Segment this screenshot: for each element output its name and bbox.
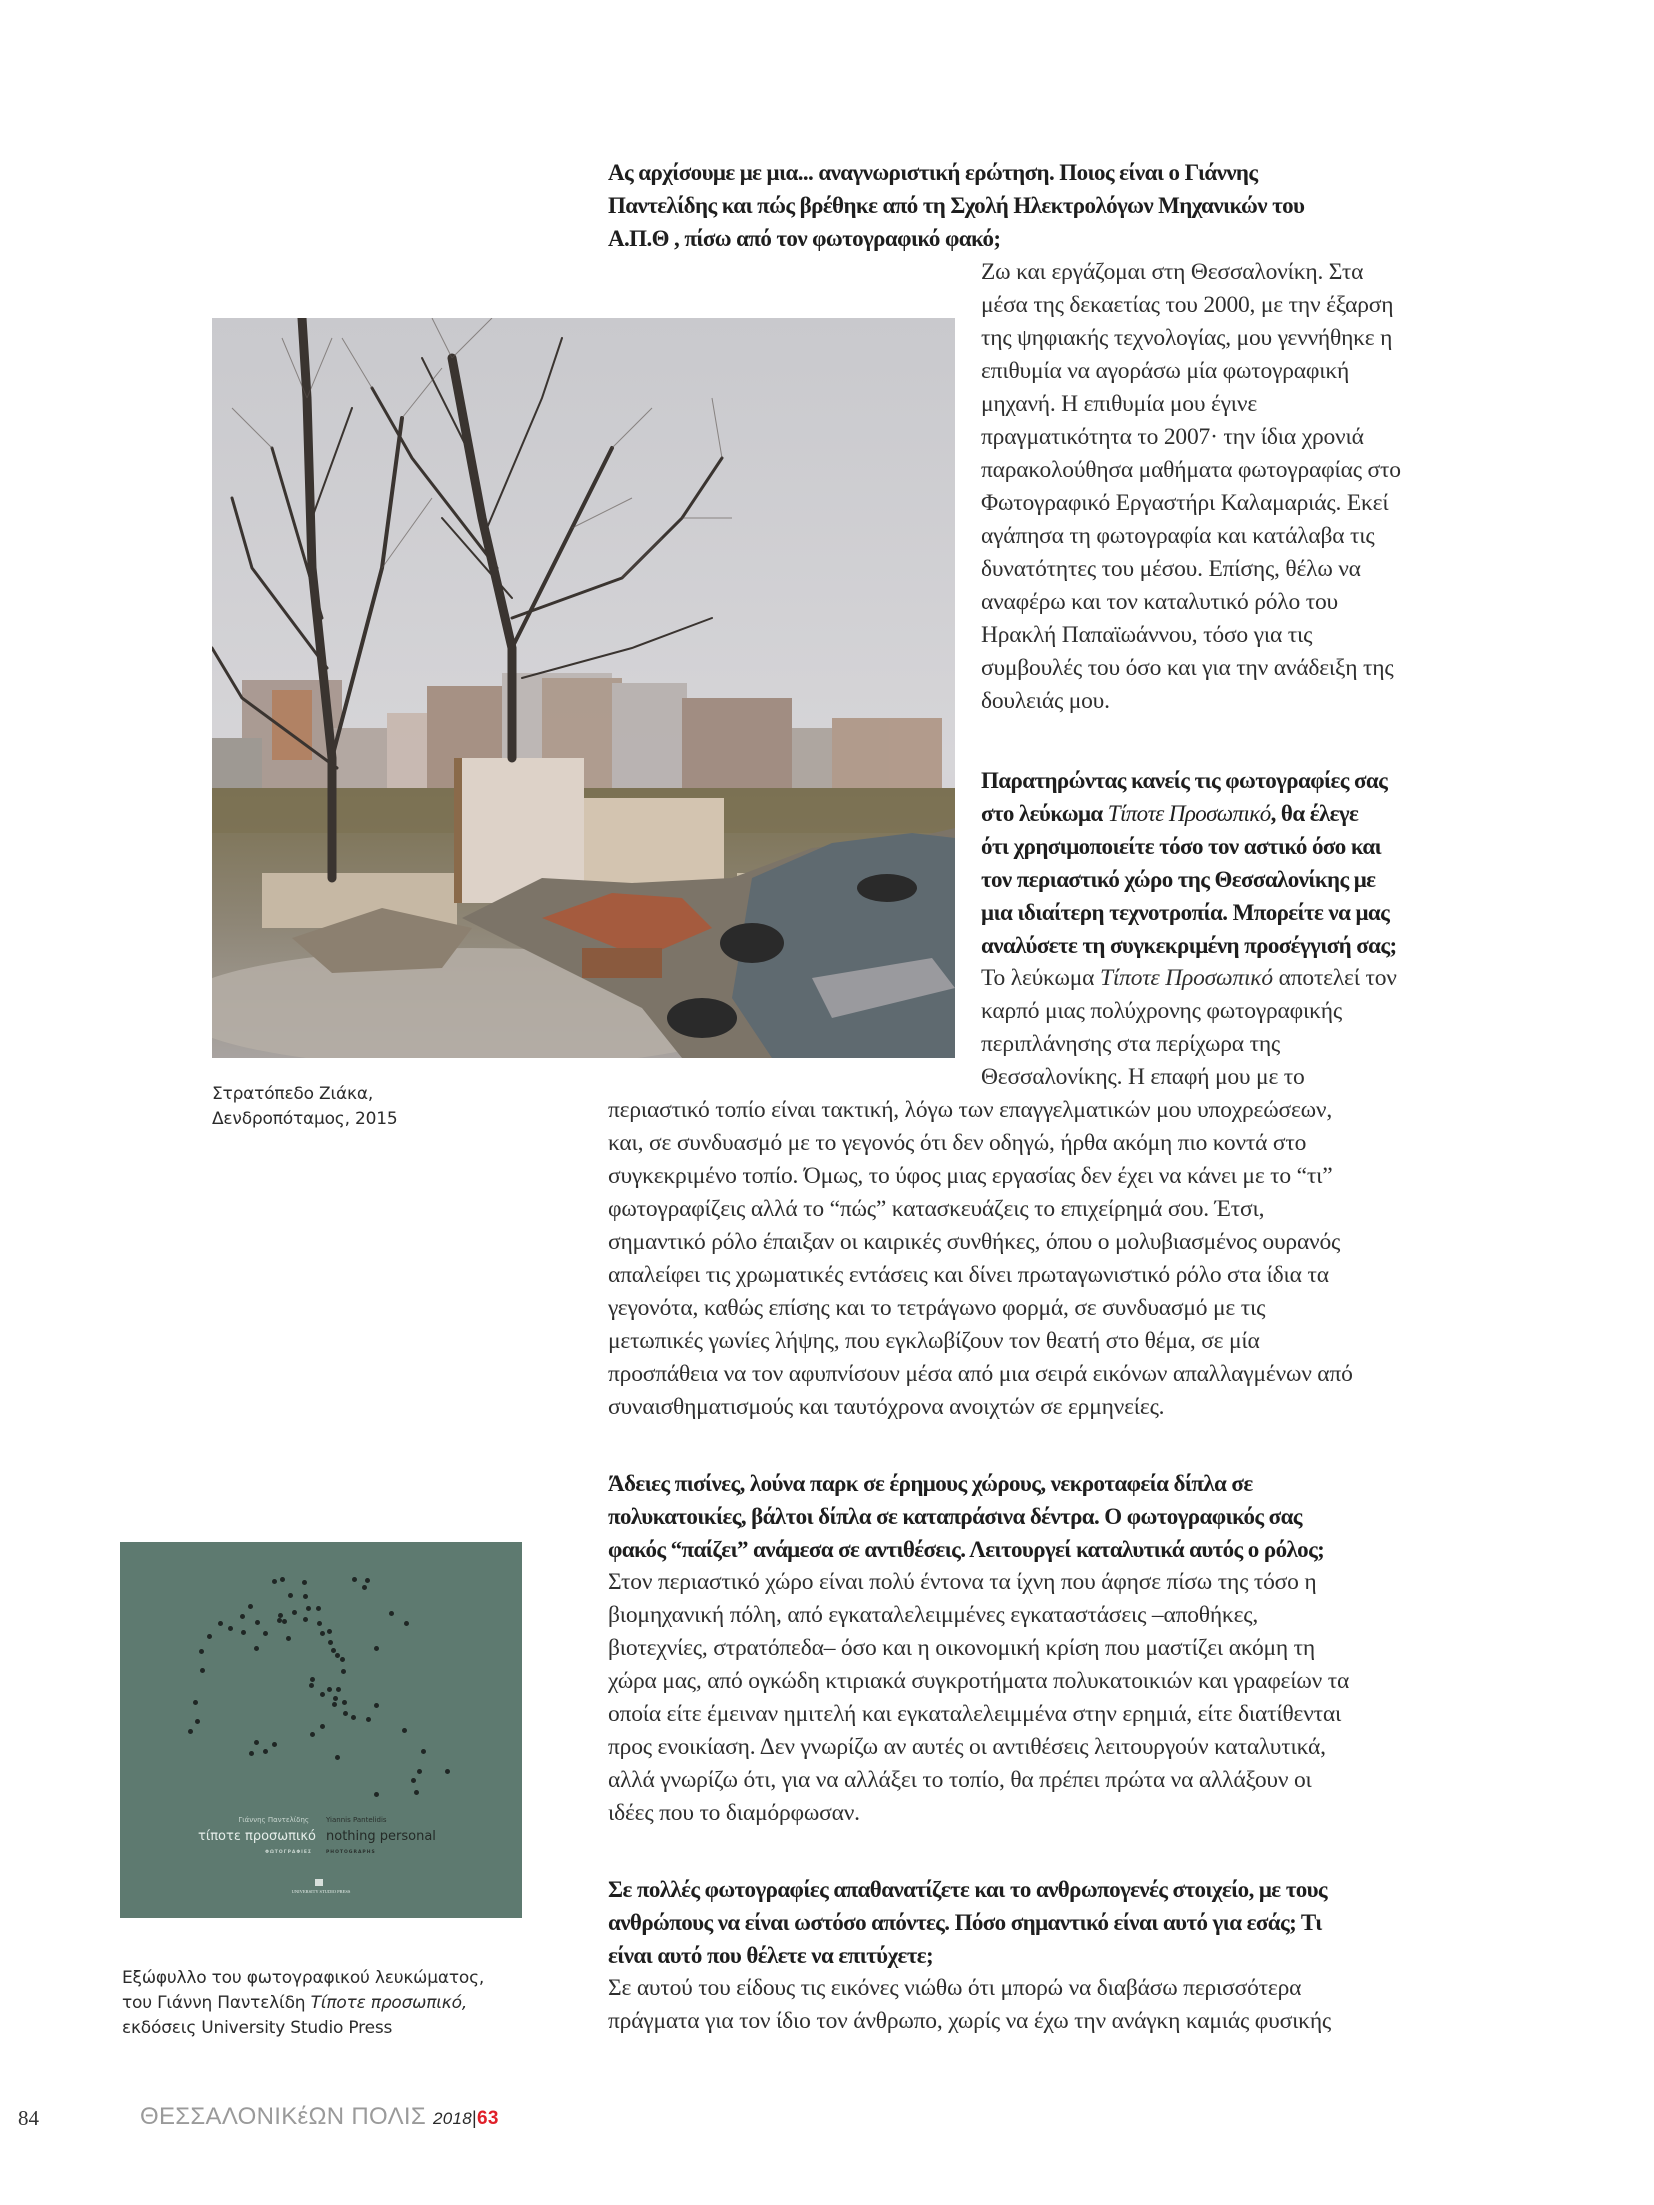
cover-dot bbox=[320, 1724, 325, 1729]
answer-1-line: δουλειάς μου. bbox=[981, 688, 1110, 714]
answer-2-line: γεγονότα, καθώς επίσης και το τετράγωνο φορμά, σε συνδυασμό με τις bbox=[608, 1295, 1266, 1321]
cover-dot bbox=[303, 1594, 308, 1599]
cover-dot bbox=[445, 1769, 450, 1774]
answer-1-line: της ψηφιακής τεχνολογίας, μου γεννήθηκε η bbox=[981, 325, 1393, 351]
cover-dot bbox=[316, 1606, 321, 1611]
cover-dot bbox=[254, 1646, 259, 1651]
answer-1-line: παρακολούθησα μαθήματα φωτογραφίας στο bbox=[981, 457, 1401, 483]
question-2-line: ότι χρησιμοποιείτε τόσο τον αστικό όσο και bbox=[981, 834, 1382, 859]
cover-dot bbox=[200, 1668, 205, 1673]
cover-dot bbox=[249, 1751, 254, 1756]
page-number: 84 bbox=[18, 2106, 39, 2130]
cover-dot bbox=[302, 1580, 307, 1585]
magazine-title: ΘΕΣΣΑΛΟΝΙΚέΩΝ ΠΟΛΙΣ bbox=[140, 2103, 427, 2130]
cover-dot bbox=[248, 1604, 253, 1609]
cover-dot bbox=[328, 1640, 333, 1645]
cover-dot bbox=[241, 1630, 246, 1635]
cover-dot bbox=[320, 1631, 325, 1636]
cover-dot bbox=[263, 1749, 268, 1754]
cover-dot bbox=[362, 1585, 367, 1590]
answer-3-line: βιοτεχνίες, στρατόπεδα– όσο και η οικονομική κρίση που μαστίζει ακόμη τη bbox=[608, 1635, 1316, 1661]
photo-illustration bbox=[212, 318, 955, 1058]
answer-2-line: προσπάθεια να τον αφυπνίσουν μέσα από μια σειρά εικόνων απαλλαγμένων από bbox=[608, 1361, 1353, 1387]
cover-dot bbox=[199, 1649, 204, 1654]
answer-3-line: οποία είτε έμειναν ημιτελή και εγκαταλελειμμένα στην ερημιά, είτε διατίθενται bbox=[608, 1701, 1342, 1727]
answer-2-line: και, σε συνδυασμό με το γεγονός ότι δεν οδηγώ, ήρθα ακόμη πιο κοντά στο bbox=[608, 1130, 1307, 1156]
cover-dot bbox=[254, 1740, 259, 1745]
cover-dot bbox=[272, 1579, 277, 1584]
cover-dot bbox=[255, 1620, 260, 1625]
answer-4-line: πράγματα για τον ίδιο τον άνθρωπο, χωρίς να έχω την ανάγκη καμιάς φυσικής bbox=[608, 2008, 1332, 2034]
cover-dot bbox=[228, 1626, 233, 1631]
issue-number: 63 bbox=[477, 2108, 499, 2129]
answer-2-line: περιαστικό τοπίο είναι τακτική, λόγω των επαγγελματικών μου υποχρεώσεων, bbox=[608, 1097, 1333, 1123]
cover-dot bbox=[193, 1700, 198, 1705]
answer-3-line: ιδέες που το διαμόρφωσαν. bbox=[608, 1800, 860, 1826]
question-3-line: Άδειες πισίνες, λούνα παρκ σε έρημους χώρους, νεκροταφεία δίπλα σε bbox=[608, 1471, 1253, 1496]
cover-caption-line bbox=[122, 1991, 484, 2016]
cover-title-greek: τίποτε προσωπικό bbox=[198, 1829, 316, 1844]
text: , θα έλεγε bbox=[1270, 801, 1359, 826]
issue-year: 2018 bbox=[432, 2109, 473, 2128]
answer-2-line: συγκεκριμένο τοπίο. Όμως, το ύφος μιας εργασίας δεν έχει να κάνει με το “τι” bbox=[608, 1163, 1333, 1189]
cover-publisher: UNIVERSITY STUDIO PRESS bbox=[291, 1889, 351, 1894]
cover-dot bbox=[340, 1657, 345, 1662]
answer-3-line: Στον περιαστικό χώρο είναι πολύ έντονα τα ίχνη που άφησε πίσω της τόσο η bbox=[608, 1569, 1317, 1595]
photo-caption-line: Στρατόπεδο Ζιάκα, bbox=[212, 1084, 374, 1104]
cover-dot bbox=[343, 1711, 348, 1716]
answer-2-line: σημαντικό ρόλο έπαιξαν οι καιρικές συνθήκες, όπου ο μολυβιασμένος ουρανός bbox=[608, 1229, 1341, 1255]
cover-dot bbox=[286, 1636, 291, 1641]
answer-1-line: συμβουλές του όσο και για την ανάδειξη της bbox=[981, 655, 1394, 681]
cover-dot bbox=[310, 1677, 315, 1682]
question-3-line: πολυκατοικίες, βάλτοι δίπλα σε καταπράσινα δέντρα. Ο φωτογραφικός σας bbox=[608, 1504, 1302, 1529]
answer-1-line: Ηρακλή Παπαϊωάννου, τόσο για τις bbox=[981, 622, 1313, 648]
album-title: Τίποτε προσωπικό, bbox=[310, 1993, 468, 2013]
answer-3-line: βιομηχανική πόλη, από εγκαταλελειμμένες εγκαταστάσεις –αποθήκες, bbox=[608, 1602, 1259, 1628]
cover-dot bbox=[331, 1648, 336, 1653]
cover-dot bbox=[335, 1653, 340, 1658]
text: του Γιάννη Παντελίδη bbox=[122, 1993, 311, 2013]
album-title: Τίποτε Προσωπικό bbox=[1099, 965, 1273, 991]
cover-dot bbox=[303, 1617, 308, 1622]
answer-4-line: Σε αυτού του είδους τις εικόνες νιώθω ότι μπορώ να διαβάσω περισσότερα bbox=[608, 1975, 1302, 2001]
cover-dot bbox=[288, 1593, 293, 1598]
text: στο λεύκωμα bbox=[981, 801, 1108, 826]
question-2-line bbox=[981, 797, 1358, 830]
answer-3-line: αλλά γνωρίζω ότι, για να αλλάξει το τοπίο, θα πρέπει πρώτα να αλλάξουν οι bbox=[608, 1767, 1312, 1793]
cover-subtitle-english: PHOTOGRAPHS bbox=[326, 1850, 376, 1855]
answer-2-line: Θεσσαλονίκης. Η επαφή μου με το bbox=[981, 1064, 1305, 1090]
cover-dot bbox=[292, 1610, 297, 1615]
cover-dot bbox=[335, 1755, 340, 1760]
answer-2-line: μετωπικές γωνίες λήψης, που εγκλωβίζουν τον θεατή στο θέμα, σε μία bbox=[608, 1328, 1260, 1354]
photo-caption bbox=[212, 1082, 397, 1132]
cover-subtitle-greek: ΦΩΤΟΓΡΑΦΙΕΣ bbox=[265, 1850, 312, 1855]
cover-dot bbox=[352, 1577, 357, 1582]
cover-dot bbox=[195, 1719, 200, 1724]
cover-title-english: nothing personal bbox=[326, 1829, 436, 1844]
photo-caption-line: Δενδροπόταμος, 2015 bbox=[212, 1109, 398, 1129]
cover-dot bbox=[188, 1729, 193, 1734]
cover-dot bbox=[272, 1742, 277, 1747]
cover-dot bbox=[404, 1621, 409, 1626]
photograph-ziaka-camp bbox=[212, 318, 955, 1058]
cover-dot bbox=[374, 1792, 379, 1797]
cover-dot bbox=[218, 1621, 223, 1626]
cover-dot bbox=[207, 1634, 212, 1639]
cover-dot bbox=[333, 1696, 338, 1701]
answer-1-line: μέσα της δεκαετίας του 2000, με την έξαρση bbox=[981, 292, 1394, 318]
cover-dot bbox=[263, 1631, 268, 1636]
answer-1-line: επιθυμία να αγοράσω μία φωτογραφική bbox=[981, 358, 1350, 384]
question-2-line: αναλύσετε τη συγκεκριμένη προσέγγισή σας; bbox=[981, 933, 1397, 958]
cover-dot bbox=[421, 1749, 426, 1754]
answer-1-line: μηχανή. Η επιθυμία μου έγινε bbox=[981, 391, 1258, 417]
cover-dot bbox=[411, 1778, 416, 1783]
cover-dot bbox=[306, 1606, 311, 1611]
cover-dot bbox=[417, 1769, 422, 1774]
question-4-line: ανθρώπους να είναι ωστόσο απόντες. Πόσο σημαντικό είναι αυτό για εσάς; Τι bbox=[608, 1910, 1322, 1935]
cover-dot bbox=[327, 1629, 332, 1634]
magazine-masthead bbox=[140, 2103, 499, 2131]
cover-dot bbox=[414, 1790, 419, 1795]
answer-1-line: αναφέρω και τον καταλυτικό ρόλο του bbox=[981, 589, 1338, 615]
cover-dot bbox=[374, 1703, 379, 1708]
cover-dot bbox=[332, 1702, 337, 1707]
cover-dot bbox=[280, 1577, 285, 1582]
cover-dot bbox=[240, 1614, 245, 1619]
cover-dot bbox=[341, 1669, 346, 1674]
question-4-line: Σε πολλές φωτογραφίες απαθανατίζετε και το ανθρωπογενές στοιχείο, με τους bbox=[608, 1877, 1328, 1902]
cover-author-greek: Γιάννης Παντελίδης bbox=[238, 1816, 309, 1824]
cover-dot bbox=[282, 1619, 287, 1624]
cover-dot bbox=[309, 1683, 314, 1688]
cover-caption-line: εκδόσεις University Studio Press bbox=[122, 2018, 393, 2038]
question-2-line: τον περιαστικό χώρο της Θεσσαλονίκης με bbox=[981, 867, 1376, 892]
album-title: Τίποτε Προσωπικό bbox=[1107, 801, 1271, 826]
question-3-line: φακός “παίζει” ανάμεσα σε αντιθέσεις. Λειτουργεί καταλυτικά αυτός ο ρόλος; bbox=[608, 1537, 1325, 1562]
question-1-line: Ας αρχίσουμε με μια... αναγνωριστική ερώτηση. Ποιος είναι ο Γιάννης bbox=[608, 160, 1258, 185]
cover-dot bbox=[365, 1578, 370, 1583]
publisher-logo-icon bbox=[315, 1879, 323, 1886]
separator: | bbox=[472, 2108, 477, 2128]
question-1-line: Α.Π.Θ , πίσω από τον φωτογραφικό φακό; bbox=[608, 226, 1001, 251]
text: αποτελεί τον bbox=[1272, 965, 1397, 991]
cover-dot bbox=[320, 1692, 325, 1697]
cover-dot bbox=[336, 1687, 341, 1692]
cover-dot bbox=[402, 1728, 407, 1733]
answer-1-line: δυνατότητες του μέσου. Επίσης, θέλω να bbox=[981, 556, 1361, 582]
cover-dot bbox=[374, 1646, 379, 1651]
question-1-line: Παντελίδης και πώς βρέθηκε από τη Σχολή Ηλεκτρολόγων Μηχανικών του bbox=[608, 193, 1305, 218]
cover-dot bbox=[389, 1611, 394, 1616]
question-2-line: μια ιδιαίτερη τεχνοτροπία. Μπορείτε να μας bbox=[981, 900, 1390, 925]
question-4-line: είναι αυτό που θέλετε να επιτύχετε; bbox=[608, 1943, 933, 1968]
cover-dot bbox=[342, 1700, 347, 1705]
cover-dot bbox=[327, 1687, 332, 1692]
answer-1-line: αγάπησα τη φωτογραφία και κατάλαβα τις bbox=[981, 523, 1375, 549]
cover-caption-line: Εξώφυλλο του φωτογραφικού λευκώματος, bbox=[122, 1968, 485, 1988]
cover-dot bbox=[310, 1732, 315, 1737]
cover-author-english: Yiannis Pantelidis bbox=[326, 1816, 387, 1824]
book-cover bbox=[120, 1542, 522, 1918]
cover-caption bbox=[122, 1966, 484, 2041]
answer-2-line: φωτογραφίζεις αλλά το “πώς” κατασκευάζεις το επιχείρημά σου. Έτσι, bbox=[608, 1196, 1265, 1222]
cover-dot bbox=[317, 1621, 322, 1626]
answer-2-line: περιπλάνησης στα περίχωρα της bbox=[981, 1031, 1281, 1057]
answer-2-line: συναισθηματισμούς και ταυτόχρονα ανοιχτών σε ερμηνείες. bbox=[608, 1394, 1165, 1420]
text: Το λεύκωμα bbox=[981, 965, 1100, 991]
answer-2-line: απαλείφει τις χρωματικές εντάσεις και δίνει πρωταγωνιστικό ρόλο στα ίδια τα bbox=[608, 1262, 1329, 1288]
answer-1-line: Φωτογραφικό Εργαστήρι Καλαμαριάς. Εκεί bbox=[981, 490, 1389, 516]
answer-1-line: Ζω και εργάζομαι στη Θεσσαλονίκη. Στα bbox=[981, 259, 1364, 285]
cover-dot bbox=[366, 1717, 371, 1722]
answer-2-line bbox=[981, 962, 1397, 995]
answer-2-line: καρπό μιας πολύχρονης φωτογραφικής bbox=[981, 998, 1342, 1024]
question-2-line: Παρατηρώντας κανείς τις φωτογραφίες σας bbox=[981, 768, 1388, 793]
answer-1-line: πραγματικότητα το 2007· την ίδια χρονιά bbox=[981, 424, 1364, 450]
answer-3-line: προς ενοικίαση. Δεν γνωρίζω αν αυτές οι αντιθέσεις λειτουργούν καταλυτικά, bbox=[608, 1734, 1326, 1760]
answer-3-line: χώρα μας, από ογκώδη κτιριακά συγκροτήματα πολυκατοικιών και γραφείων τα bbox=[608, 1668, 1350, 1694]
cover-dot bbox=[351, 1715, 356, 1720]
